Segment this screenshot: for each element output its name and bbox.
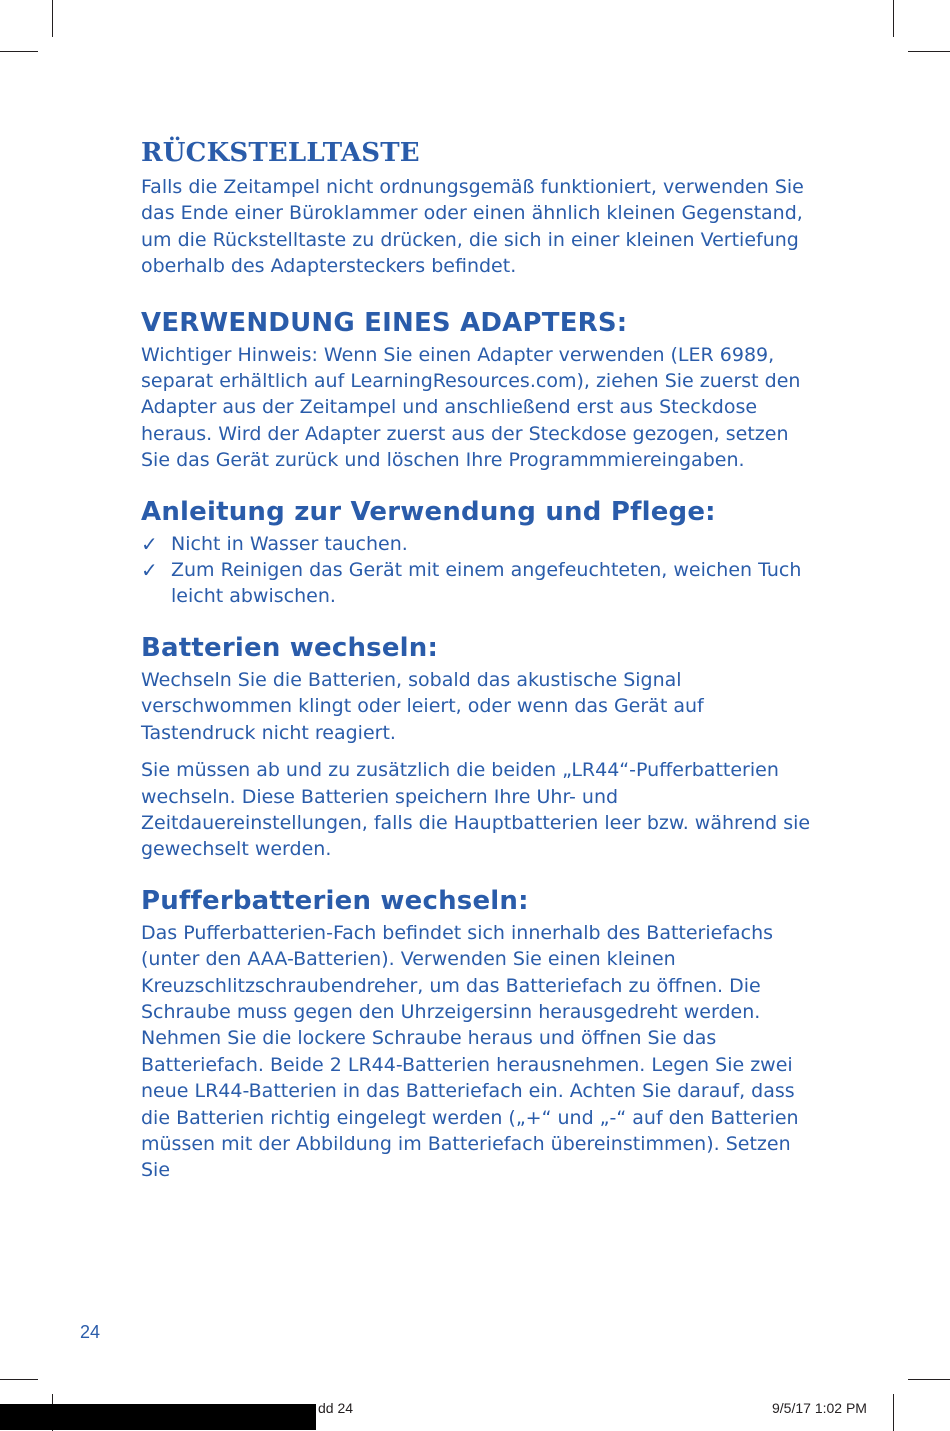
crop-mark xyxy=(52,0,53,37)
section-paragraph: Wichtiger Hinweis: Wenn Sie einen Adapter verwenden (LER 6989, separat erhältlich auf LearningResources.com), ziehen Sie zuerst den Adapter aus der Zeitampel und anschließend erst aus Steckdose heraus. Wird der Adapter zuerst aus der Steckdose gezogen, setzen Sie das Gerät zurück und löschen Ihre Programmmiereingaben. xyxy=(141,343,801,472)
list-item xyxy=(141,557,811,610)
section-title-adapter: VERWENDUNG EINES ADAPTERS: xyxy=(141,307,628,338)
crop-mark xyxy=(0,51,38,52)
section-title-care: Anleitung zur Verwendung und Pflege: xyxy=(141,496,716,527)
section-paragraph: Das Pufferbatterien-Fach befindet sich innerhalb des Batteriefachs (unter den AAA-Batterien). Verwenden Sie einen kleinen Kreuzschlitzschraubendreher, um das Batteriefach zu öffnen. Die Schraube muss gegen den Uhrzeigersinn herausgedreht werden. Nehmen Sie die lockere Schraube heraus und öffnen Sie das Batteriefach. Beide 2 LR44-Batterien herausnehmen. Legen Sie zwei neue LR44-Batterien in das Batteriefach ein. Achten Sie darauf, dass die Batterien richtig eingelegt werden („+“ und „-“ auf den Batterien müssen mit der Abbildung im Batteriefach übereinstimmen). Setzen Sie xyxy=(141,921,799,1182)
list-item-text: Zum Reinigen das Gerät mit einem angefeuchteten, weichen Tuch leicht abwischen. xyxy=(171,559,802,608)
checkmark-icon: ✓ xyxy=(141,531,158,556)
section-title-reset-button: RÜCKSTELLTASTE xyxy=(141,138,420,168)
page-content xyxy=(141,128,811,1184)
section-paragraph: Sie müssen ab und zu zusätzlich die beiden „LR44“-Pufferbatterien wechseln. Diese Batterien speichern Ihre Uhr- und Zeitdauereinstellungen, falls die Hauptbatterien leer bzw. während sie gewechselt werden. xyxy=(141,759,811,861)
crop-mark xyxy=(893,0,894,37)
crop-mark xyxy=(908,51,950,52)
page-number: 24 xyxy=(80,1322,101,1342)
slug-redaction-bar xyxy=(0,1404,316,1430)
slug-date-time: 9/5/17 1:02 PM xyxy=(772,1400,867,1416)
section-paragraph: Wechseln Sie die Batterien, sobald das akustische Signal verschwommen klingt oder leiert, oder wenn das Gerät auf Tastendruck nicht reagiert. xyxy=(141,668,704,744)
section-title-backup-batteries: Pufferbatterien wechseln: xyxy=(141,885,529,916)
checkmark-icon: ✓ xyxy=(141,558,158,583)
list-item-text: Nicht in Wasser tauchen. xyxy=(171,532,408,555)
section-title-batteries: Batterien wechseln: xyxy=(141,632,439,663)
slug-file-label: dd 24 xyxy=(318,1400,354,1416)
section-paragraph: Falls die Zeitampel nicht ordnungsgemäß funktioniert, verwenden Sie das Ende einer Büroklammer oder einen ähnlich kleinen Gegenstand, um die Rückstelltaste zu drücken, die sich in einer kleinen Vertiefung oberhalb des Adaptersteckers befindet. xyxy=(141,176,804,278)
crop-mark xyxy=(893,1394,894,1431)
crop-mark xyxy=(0,1379,38,1380)
care-checklist xyxy=(141,531,811,610)
list-item xyxy=(141,531,811,557)
crop-mark xyxy=(908,1379,950,1380)
